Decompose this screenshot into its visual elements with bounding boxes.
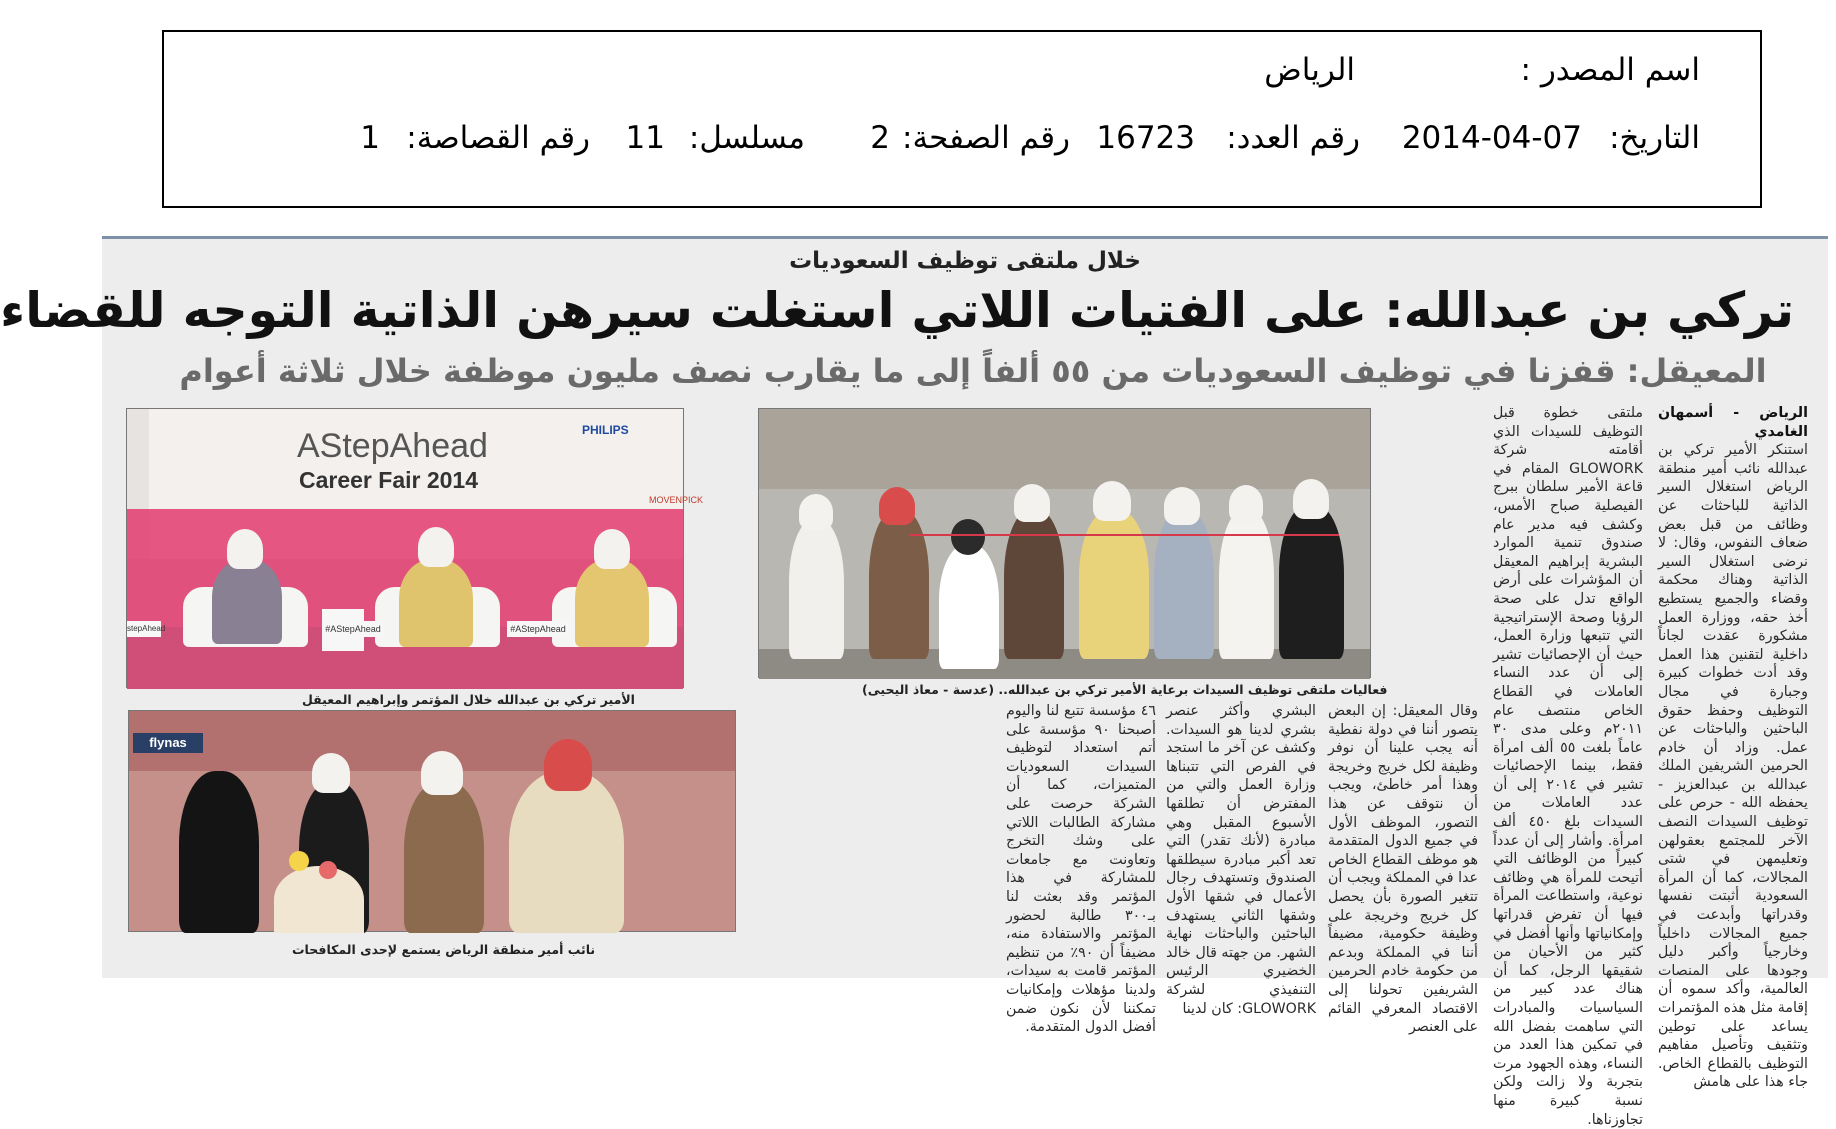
table-tag-left: stepAhead xyxy=(127,621,161,637)
seated-person xyxy=(575,559,649,647)
column-3-text: وقال المعيقل: إن البعض يتصور أننا في دولة نفطية أنه يجب علينا أن نوفر وظيفة لكل خريج وخريجة وهذا أمر خاطئ، ويجب أن نتوقف عن هذا التصور، الموظف الأول في جميع الدول المتقدمة هو موظف القطاع الخاص عدا في المملكة ويجب أن تتغير الصورة بأن يحصل كل خريج وخريجة على وظيفة حكومية، مضيفاً أننا في المملكة وبدعم من حكومة خادم الحرمين الشريفين تحولنا إلى الاقتصاد المعرفي القائم على العنصر xyxy=(1328,703,1478,1036)
sign-flynas: flynas xyxy=(133,733,203,753)
photo-exhibition-booth xyxy=(128,710,736,932)
newspaper-clipping xyxy=(0,236,1828,1128)
article-column-1 xyxy=(1658,404,1808,1091)
clip-label: رقم القصاصة: xyxy=(406,120,590,156)
date-label: التاريخ: xyxy=(1609,120,1700,156)
clipping-top-rule xyxy=(102,236,1828,239)
flower-arrangement xyxy=(274,866,364,933)
table-tag: #AStepAhead xyxy=(507,621,569,637)
column-1-text: استنكر الأمير تركي بن عبدالله نائب أمير منطقة الرياض استغلال السير الذاتية للباحثات عن وظائف من قبل بعض ضعاف النفوس، وقال: لا نرضى استغلال السير الذاتية وهناك محكمة وقضاء والجميع يستطيع أخذ حقه، ووزارة العمل مشكورة عقدت لجاناً داخلية لتقنين هذا العمل وقد أدت خطوات كبيرة وجبارة في مجال التوظيف وحفظ حقوق الباحثين والباحثات عن عمل. وزاد أن خادم الحرمين الشريفين الملك عبدالله بن عبدالعزيز - يحفظه الله - حرص على توظيف السيدات النصف الآخر للمجتمع بعقولهن وتعليمهن في شتى المجالات، كما أن المرأة السعودية أثبتت نفسها وقدراتها وأبدعت في جميع المجالات داخلياً وخارجياً وأكبر دليل وجودها على المنصات العالمية، وأكد سموه أن إقامة مثل هذه المؤتمرات يساعد على توطين وتثقيف وتأصيل مفاهيم التوظيف بالقطاع الخاص. جاء هذا على هامش xyxy=(1658,442,1808,1091)
photo-caption-conference: الأمير تركي بن عبدالله خلال المؤتمر وإبراهيم المعيقل xyxy=(302,692,635,707)
deputy-governor xyxy=(509,771,624,933)
prince-gold-bisht xyxy=(1079,509,1149,659)
table-tag: #AStepAhead xyxy=(323,621,383,637)
article-byline: الرياض - أسمهان الغامدي xyxy=(1658,405,1808,440)
source-name-label: اسم المصدر : xyxy=(1520,52,1700,88)
banner-subtitle: Career Fair 2014 xyxy=(299,467,479,493)
column-5-text: ٤٦ مؤسسة تتبع لنا واليوم أصبحنا ٩٠ مؤسسة على أتم استعداد لتوظيف السيدات السعوديات المتميزات، كما أن الشركة حرصت على مشاركة الطالبات اللاتي على وشك التخرج وتعاونت مع جامعات للمشاركة في هذا المؤتمر وقد بعثت لنا بـ٣٠٠ طالبة لحضور المؤتمر والاستفادة منه، مضيفاً أن ٩٠٪ من تنظيم المؤتمر قامت به سيدات، ولدينا مؤهلات وإمكانيات تمكننا لأن نكون ضمن أفضل الدول المتقدمة. xyxy=(1006,703,1156,1036)
article-column-4 xyxy=(1166,702,1316,1017)
photo-caption-ceremony: فعاليات ملتقى توظيف السيدات برعاية الأمير تركي بن عبدالله.. (عدسة - معاذ اليحيى) xyxy=(862,682,1388,697)
article-column-3 xyxy=(1328,702,1478,1036)
photo-caption-exhibition: نائب أمير منطقة الرياض يستمع لإحدى المكافحات xyxy=(292,942,596,957)
photo-ribbon-ceremony xyxy=(758,408,1371,678)
column-2-text: ملتقى خطوة قبل التوظيف للسيدات الذي أقامته شركة GLOWORK المقام في قاعة الأمير سلطان ببرج الفيصلية صباح الأمس، وكشف فيه مدير عام صندوق تنمية الموارد البشرية إبراهيم المعيقل أن المؤشرات على أرض الواقع تدل على صحة الرؤيا وصحة الإستراتيجية التي تتبعها وزارة العمل، حيث أن الإحصائيات تشير إلى أن عدد النساء العاملات في القطاع الخاص منتصف عام ٢٠١١م وعلى مدى ٣٠ عاماً بلغت ٥٥ ألف امرأة فقط، بينما الإحصائيات تشير في ٢٠١٤ إلى أن عدد العاملات من السيدات بلغ ٤٥٠ ألف امرأة. وأشار إلى أن عدداً كبيراً من الوظائف التي أتيحت للمرأة هي وظائف نوعية، واستطاعت المرأة فيها أن تفرض قدراتها وإمكانياتها وأنها أفضل في كثير من الأحيان من شقيقها الرجل، كما أن هناك عدد كبير من السياسيات والمبادرات التي ساهمت بفضل الله في تمكين هذا العدد من النساء، وهذه الجهود مرت بتجربة ولا زالت ولكن نسبة كبيرة منها تجاوزناها. xyxy=(1493,405,1643,1128)
seated-person xyxy=(212,559,282,644)
issue-value: 16723 xyxy=(1096,120,1195,156)
article-column-5 xyxy=(1006,702,1156,1036)
issue-label: رقم العدد: xyxy=(1226,120,1360,156)
woman-in-abaya xyxy=(179,771,259,933)
page-label: رقم الصفحة: xyxy=(902,120,1070,156)
column-4-text: البشري وأكثر عنصر بشري لدينا هو السيدات. وكشف عن آخر ما استجد في الفرص التي تتبناها وزارة العمل والتي من المفترض أن تطلقها الأسبوع المقبل وهي مبادرة (لأنك تقدر) التي تعد أكبر مبادرة سيطلقها الصندوق وتستهدف رجال الأعمال في شقها الأول وشقها الثاني يستهدف الباحثين والباحثات نهاية الشهر. من جهته قال خالد الخضيري الرئيس التنفيذي لشركة GLOWORK: كان لدينا xyxy=(1166,703,1316,1017)
sponsor-side-logo: MOVENPICK xyxy=(649,495,704,505)
date-value: 2014-04-07 xyxy=(1401,120,1582,156)
source-name-value: الرياض xyxy=(1264,52,1355,88)
photo-conference-stage xyxy=(126,408,704,688)
source-info-box xyxy=(162,30,1762,208)
floor xyxy=(759,649,1370,679)
clip-value: 1 xyxy=(360,120,380,156)
woman-in-white xyxy=(939,544,999,669)
page-value: 2 xyxy=(870,120,890,156)
article-headline: تركي بن عبدالله: على الفتيات اللاتي استغلت سيرهن الذاتية التوجه للقضاء xyxy=(0,282,1794,339)
article-subheadline: المعيقل: قفزنا في توظيف السعوديات من ٥٥ ألفاً إلى ما يقارب نصف مليون موظفة خلال ثلاثة أعوام xyxy=(179,352,1767,390)
seated-person xyxy=(399,559,473,647)
serial-label: مسلسل: xyxy=(688,120,805,156)
sponsor-philips-logo: PHILIPS xyxy=(582,423,629,437)
ceiling xyxy=(759,409,1370,489)
ribbon xyxy=(909,534,1339,536)
article-column-2 xyxy=(1493,404,1643,1128)
article-kicker: خلال ملتقى توظيف السعوديات xyxy=(789,248,1141,274)
serial-value: 11 xyxy=(625,120,665,156)
banner-title: AStepAhead xyxy=(297,427,488,465)
